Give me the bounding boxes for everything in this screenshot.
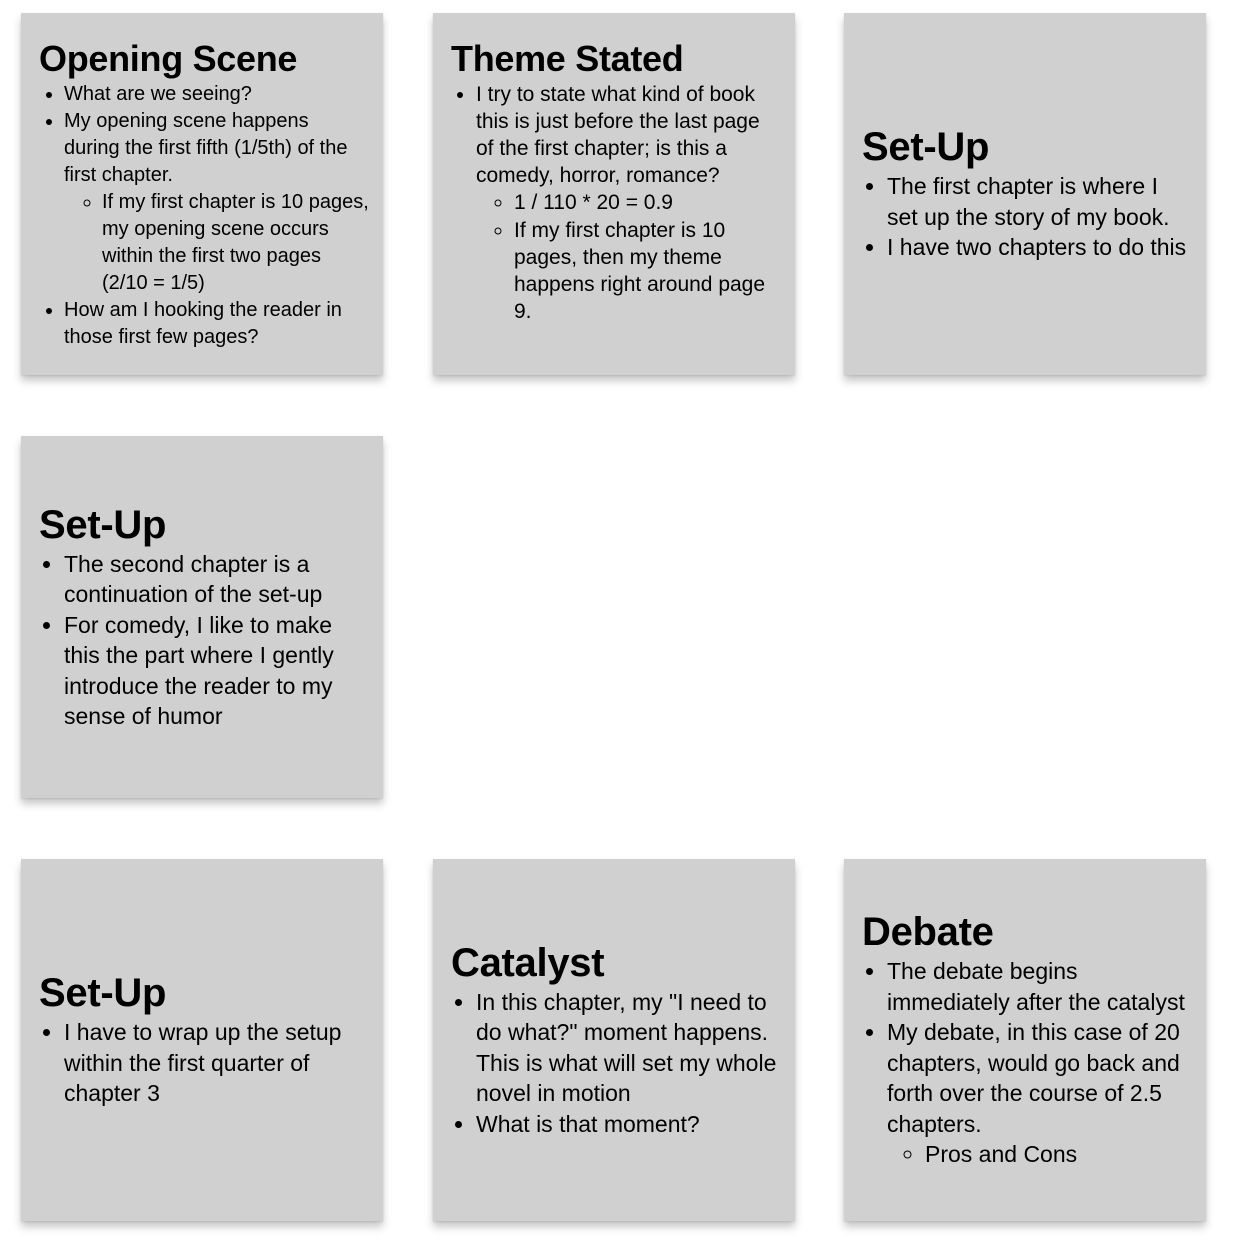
note-bullet: [64, 108, 369, 297]
note-title: Catalyst: [451, 940, 605, 985]
note-sub-bullets: [887, 1139, 1192, 1170]
note-sub-bullets: [64, 189, 369, 297]
note-bullet: • What are we seeing?: [64, 81, 369, 108]
sticky-note-set-up-2[interactable]: [21, 436, 383, 798]
sticky-note-opening-scene[interactable]: [21, 13, 383, 375]
note-bullets: [451, 987, 781, 1140]
note-title: Set-Up: [39, 502, 167, 547]
note-bullet-text: I try to state what kind of book this is just before the last page of the first chapter; is this a comedy, horror, romance?: [476, 82, 760, 188]
note-bullets: [451, 81, 781, 326]
note-bullet: • The second chapter is a continuation of the set-up: [64, 549, 369, 610]
note-sub-bullet: ◦ 1 / 110 * 20 = 0.9: [514, 189, 781, 216]
note-bullet-text: My opening scene happens during the first fifth (1/5th) of the first chapter.: [64, 109, 348, 186]
note-sub-bullet: ◦ If my first chapter is 10 pages, then my theme happens right around page 9.: [514, 217, 781, 326]
sticky-note-debate[interactable]: [844, 859, 1206, 1221]
note-sub-bullets: [476, 189, 781, 325]
sticky-note-theme-stated[interactable]: [433, 13, 795, 375]
note-sub-bullet: ◦ If my first chapter is 10 pages, my opening scene occurs within the first two pages (2/10 = 1/5): [102, 189, 369, 297]
note-title: Theme Stated: [451, 38, 684, 79]
note-bullet: • I have to wrap up the setup within the first quarter of chapter 3: [64, 1017, 369, 1109]
note-bullet: • The debate begins immediately after the catalyst: [887, 956, 1192, 1017]
sticky-note-set-up-1[interactable]: [844, 13, 1206, 375]
note-bullet: • How am I hooking the reader in those first few pages?: [64, 297, 369, 351]
note-title: Set-Up: [862, 125, 990, 170]
sticky-note-set-up-3[interactable]: [21, 859, 383, 1221]
note-title: Debate: [862, 910, 994, 955]
note-title: Opening Scene: [39, 38, 298, 79]
note-bullet-text: My debate, in this case of 20 chapters, would go back and forth over the course of 2.5 chapters.: [887, 1019, 1180, 1137]
note-bullets: [862, 956, 1192, 1170]
note-bullet: • I have two chapters to do this: [887, 232, 1192, 263]
note-bullet: • What is that moment?: [476, 1109, 781, 1140]
sticky-note-catalyst[interactable]: [433, 859, 795, 1221]
note-bullet: • The first chapter is where I set up the story of my book.: [887, 171, 1192, 232]
note-bullets: [39, 549, 369, 732]
note-bullets: [39, 1017, 369, 1109]
note-bullet: [476, 81, 781, 326]
note-bullet: • In this chapter, my "I need to do what?" moment happens. This is what will set my whole novel in motion: [476, 987, 781, 1109]
note-title: Set-Up: [39, 971, 167, 1016]
note-bullet: • For comedy, I like to make this the part where I gently introduce the reader to my sense of humor: [64, 610, 369, 732]
note-sub-bullet: ◦ Pros and Cons: [925, 1139, 1192, 1170]
note-bullet: [887, 1017, 1192, 1170]
note-bullets: [39, 81, 369, 351]
note-bullets: [862, 171, 1192, 263]
